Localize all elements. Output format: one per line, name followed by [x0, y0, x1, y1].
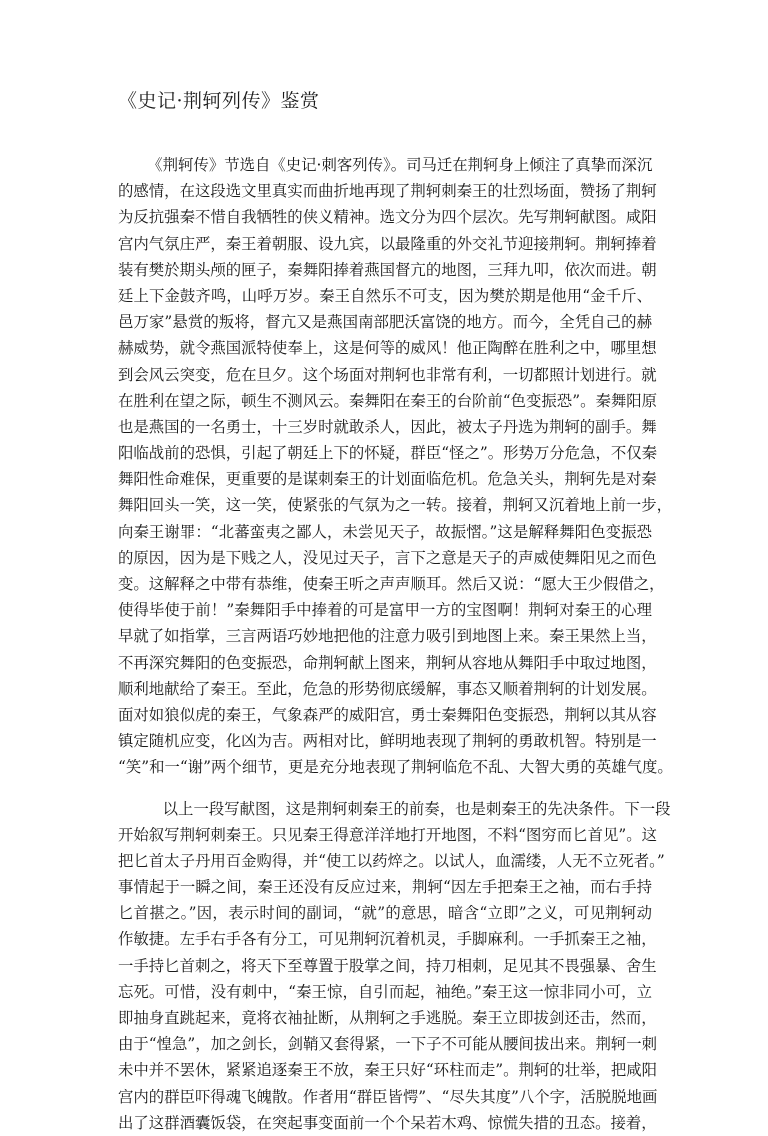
text-line: 的感情，在这段选文里真实而曲折地再现了荆轲刺秦王的壮烈场面，赞扬了荆轲: [118, 182, 657, 201]
text-line: 一手持匕首刺之，将天下至尊置于股掌之间，持刀相刺，足见其不畏强暴、舍生: [118, 956, 657, 975]
text-line: 赫威势，就令燕国派特使奉上，这是何等的威风！他正陶醉在胜利之中，哪里想: [118, 339, 657, 358]
text-line: 装有樊於期头颅的匣子，秦舞阳捧着燕国督亢的地图，三拜九叩，依次而进。朝: [118, 260, 657, 279]
text-line: 作敏捷。左手右手各有分工，可见荆轲沉着机灵，手脚麻利。一手抓秦王之袖，: [118, 930, 657, 949]
text-line: 使得毕使于前！”秦舞阳手中捧着的可是富甲一方的宝图啊！荆轲对秦王的心理: [118, 601, 652, 620]
text-line: 忘死。可惜，没有刺中，“秦王惊，自引而起，袖绝。”秦王这一惊非同小可，立: [118, 982, 652, 1001]
text-line: 舞阳性命难保，更重要的是谋刺秦王的计划面临危机。危急关头，荆轲先是对秦: [118, 470, 657, 489]
text-line: 也是燕国的一名勇士，十三岁时就敢杀人，因此，被太子丹选为荆轲的副手。舞: [118, 417, 657, 436]
text-line: 顺利地献给了秦王。至此，危急的形势彻底缓解，事态又顺着荆轲的计划发展。: [118, 679, 657, 698]
text-line: 镇定随机应变，化凶为吉。两相对比，鲜明地表现了荆轲的勇敢机智。特别是一: [118, 732, 657, 751]
text-line: 廷上下金鼓齐鸣，山呼万岁。秦王自然乐不可支，因为樊於期是他用“金千斤、: [118, 286, 652, 305]
text-line: 在胜利在望之际，顿生不测风云。秦舞阳在秦王的台阶前“色变振恐”。秦舞阳原: [118, 391, 658, 410]
text-line: 未中并不罢休，紧紧追逐秦王不放，秦王只好“环柱而走”。荆轲的壮举，把咸阳: [118, 1061, 658, 1080]
text-line: 以上一段写献图，这是荆轲刺秦王的前奏，也是刺秦王的先决条件。下一段: [162, 799, 671, 818]
text-line: 到会风云突变，危在旦夕。这个场面对荆轲也非常有利，一切都照计划进行。就: [118, 365, 657, 384]
text-line: 开始叙写荆轲刺秦王。只见秦王得意洋洋地打开地图，不料“图穷而匕首见”。这: [118, 825, 658, 844]
text-line: 《荆轲传》节选自《史记·刺客列传》。司马迁在荆轲身上倾注了真挚而深沉: [147, 156, 653, 174]
document-title: 《史记·荆轲列传》鉴赏: [118, 90, 320, 112]
text-line: 事情起于一瞬之间，秦王还没有反应过来，荆轲“因左手把秦王之袖，而右手持: [118, 878, 652, 897]
text-line: 阳临战前的恐惧，引起了朝廷上下的怀疑，群臣“怪之”。形势万分危急，不仅秦: [118, 444, 658, 463]
text-line: 邑万家”悬赏的叛将，督亢又是燕国南部肥沃富饶的地方。而今，全凭自己的赫: [118, 313, 652, 332]
text-line: 宫内的群臣吓得魂飞魄散。作者用“群臣皆愕”、“尽失其度”八个字，活脱脱地画: [118, 1087, 658, 1106]
text-line: 把匕首太子丹用百金购得，并“使工以药焠之。以试人，血濡缕，人无不立死者。”: [118, 851, 665, 870]
text-line: 由于“惶急”，加之剑长，剑鞘又套得紧，一下子不可能从腰间拔出来。荆轲一刺: [118, 1035, 658, 1054]
document-body: [118, 152, 673, 1136]
text-line: 即抽身直跳起来，竟将衣袖扯断，从荆轲之手逃脱。秦王立即拔剑还击，然而，: [118, 1009, 657, 1027]
text-line: 舞阳回头一笑，这一笑，使紧张的气氛为之一转。接着，荆轲又沉着地上前一步，: [118, 496, 673, 515]
text-line: “笑”和一“谢”两个细节，更是充分地表现了荆轲临危不乱、大智大勇的英雄气度。: [118, 758, 673, 777]
text-line: 面对如狼似虎的秦王，气象森严的威阳宫，勇士秦舞阳色变振恐，荆轲以其从容: [118, 705, 657, 724]
text-line: 早就了如指掌，三言两语巧妙地把他的注意力吸引到地图上来。秦王果然上当，: [118, 627, 657, 646]
paragraph-2: [118, 796, 671, 1136]
text-line: 变。这解释之中带有恭维，使秦王听之声声顺耳。然后又说：“愿大王少假借之，: [118, 575, 665, 593]
text-line: 出了这群酒囊饭袋，在突起事变面前一个个呆若木鸡、惊慌失措的丑态。接着，: [118, 1113, 657, 1132]
paragraph-1: [118, 152, 673, 781]
text-line: 不再深究舞阳的色变振恐，命荆轲献上图来，荆轲从容地从舞阳手中取过地图，: [118, 653, 657, 672]
text-line: 宫内气氛庄严，秦王着朝服、设九宾，以最隆重的外交礼节迎接荆轲。荆轲捧着: [118, 234, 657, 253]
text-line: 匕首揕之。”因，表示时间的副词，“就”的意思，暗含“立即”之义，可见荆轲动: [118, 904, 652, 923]
text-line: 为反抗强秦不惜自我牺牲的侠义精神。选文分为四个层次。先写荆轲献图。咸阳: [118, 208, 657, 227]
text-line: 向秦王谢罪：“北蕃蛮夷之鄙人，未尝见天子，故振慴。”这是解释舞阳色变振恐: [118, 522, 652, 541]
text-line: 的原因，因为是下贱之人，没见过天子，言下之意是天子的声威使舞阳见之而色: [118, 548, 657, 567]
